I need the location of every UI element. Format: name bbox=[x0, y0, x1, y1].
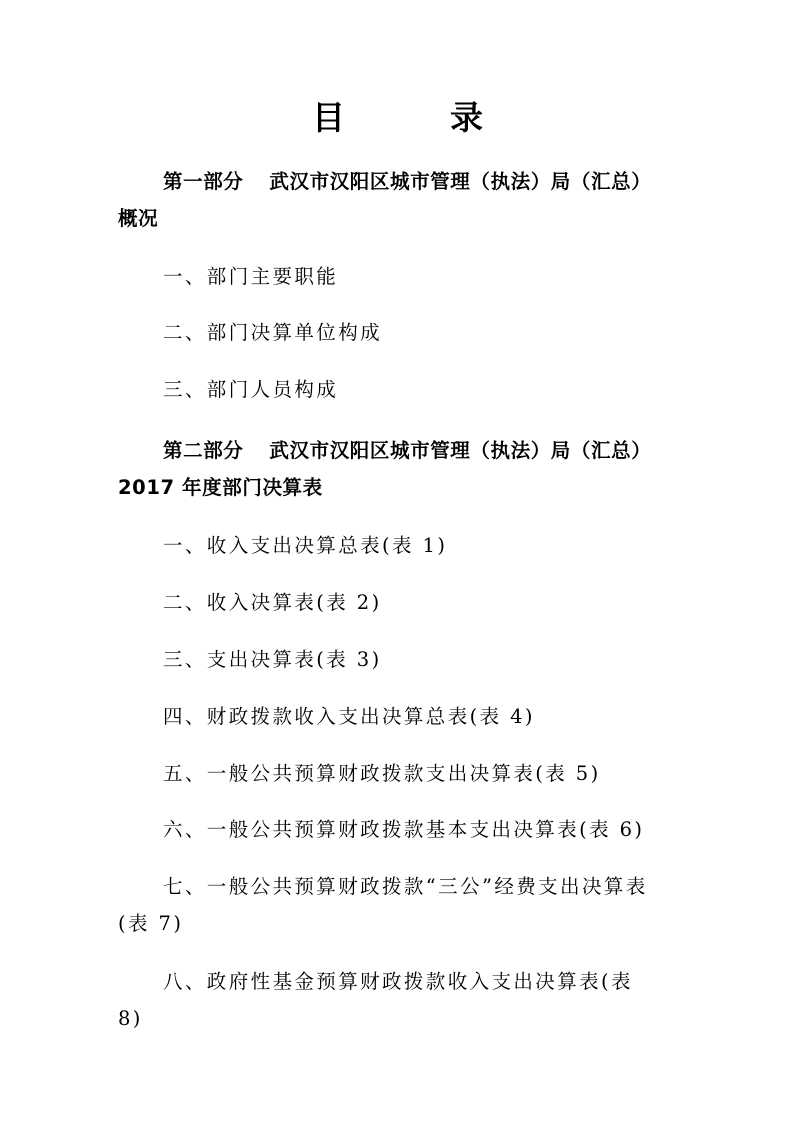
toc-item-p2-6: 六、一般公共预算财政拨款基本支出决算表(表 6) bbox=[163, 818, 645, 841]
toc-item-p2-2: 二、收入决算表(表 2) bbox=[163, 591, 382, 614]
title-char-2: 录 bbox=[450, 98, 483, 137]
toc-item-p1-1: 一、部门主要职能 bbox=[163, 265, 339, 288]
part2-heading-label: 第二部分 bbox=[163, 439, 244, 462]
toc-item-p1-3: 三、部门人员构成 bbox=[163, 378, 339, 401]
toc-item-p2-7: 七、一般公共预算财政拨款“三公”经费支出决算表(表 7) bbox=[118, 875, 648, 935]
title-char-1: 目 bbox=[312, 98, 345, 137]
toc-item-p1-2: 二、部门决算单位构成 bbox=[163, 321, 383, 344]
toc-item-p2-3: 三、支出决算表(表 3) bbox=[163, 648, 382, 671]
toc-item-p2-4: 四、财政拨款收入支出决算总表(表 4) bbox=[163, 705, 535, 728]
toc-item-p2-1: 一、收入支出决算总表(表 1) bbox=[163, 534, 448, 557]
part2-heading bbox=[118, 432, 663, 506]
part2-heading-text: 武汉市汉阳区城市管理（执法）局（汇总）2017 年度部门决算表 bbox=[118, 439, 652, 499]
part1-heading-label: 第一部分 bbox=[163, 170, 244, 193]
page-title bbox=[0, 96, 793, 140]
toc-item-p2-8: 八、政府性基金预算财政拨款收入支出决算表(表 8) bbox=[118, 970, 633, 1030]
toc-item-p2-5: 五、一般公共预算财政拨款支出决算表(表 5) bbox=[163, 762, 601, 785]
part1-heading bbox=[118, 163, 663, 237]
part1-heading-text: 武汉市汉阳区城市管理（执法）局（汇总）概况 bbox=[118, 170, 652, 230]
